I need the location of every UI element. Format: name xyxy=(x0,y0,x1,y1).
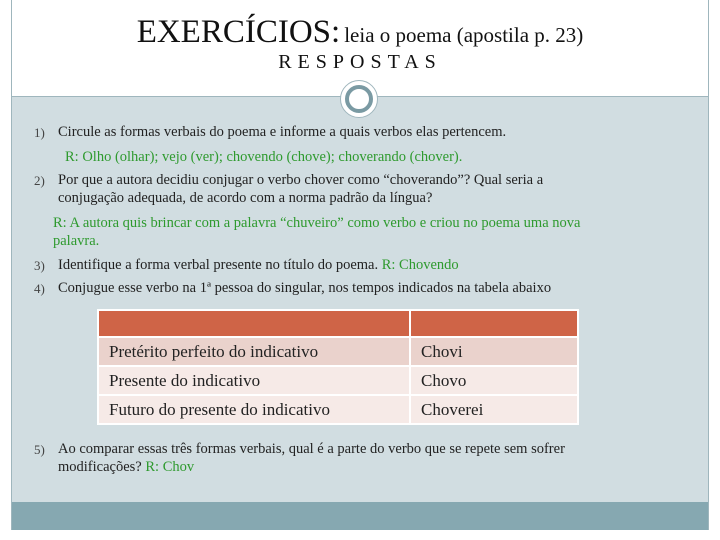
question-number: 3) xyxy=(34,258,45,273)
question-5-text-line1: Ao comparar essas três formas verbais, qual é a parte do verbo que se repete sem sofrer xyxy=(58,441,565,457)
conjugation-table xyxy=(97,309,579,425)
table-row xyxy=(98,337,578,366)
table-row xyxy=(98,395,578,424)
question-number: 2) xyxy=(34,173,45,188)
table-header-cell xyxy=(410,310,578,337)
slide-title xyxy=(12,14,708,51)
question-3-answer: R: Chovendo xyxy=(381,257,459,273)
question-4-text: Conjugue esse verbo na 1ª pessoa do singular, nos tempos indicados na tabela abaixo xyxy=(58,280,552,296)
question-1-text: Circule as formas verbais do poema e informe a quais verbos elas pertencem. xyxy=(58,124,507,140)
question-5-text-line2: modificações? xyxy=(58,459,142,475)
question-2-text-line1: Por que a autora decidiu conjugar o verbo chover como “choverando”? Qual seria a xyxy=(58,172,544,188)
ring-inner-icon xyxy=(345,85,373,113)
table-row xyxy=(98,366,578,395)
form-cell: Chovo xyxy=(410,366,578,395)
question-3-text: Identifique a forma verbal presente no título do poema. xyxy=(58,257,379,273)
footer-bar xyxy=(12,502,708,530)
question-2-text-line2: conjugação adequada, de acordo com a norma padrão da língua? xyxy=(58,190,433,206)
title-sub: leia o poema (apostila p. 23) xyxy=(344,23,584,47)
question-5-answer: R: Chov xyxy=(145,459,195,475)
question-number: 4) xyxy=(34,281,45,296)
table-header-cell xyxy=(98,310,410,337)
tense-cell: Pretérito perfeito do indicativo xyxy=(98,337,410,366)
question-3 xyxy=(58,256,459,274)
question-number: 5) xyxy=(34,442,45,457)
question-number: 1) xyxy=(34,125,45,140)
slide-subtitle: RESPOSTAS xyxy=(278,51,442,73)
form-cell: Chovi xyxy=(410,337,578,366)
question-1-answer: R: Olho (olhar); vejo (ver); chovendo (chove); choverando (chover). xyxy=(65,149,463,165)
ring-ornament-icon xyxy=(340,80,378,118)
title-main: EXERCÍCIOS: xyxy=(136,14,341,50)
form-cell: Choverei xyxy=(410,395,578,424)
tense-cell: Presente do indicativo xyxy=(98,366,410,395)
question-5-line2 xyxy=(58,458,194,476)
question-2-answer-line1: R: A autora quis brincar com a palavra “chuveiro” como verbo e criou no poema uma nova xyxy=(53,215,581,231)
tense-cell: Futuro do presente do indicativo xyxy=(98,395,410,424)
question-2-answer-line2: palavra. xyxy=(53,233,100,249)
table-header-row xyxy=(98,310,578,337)
